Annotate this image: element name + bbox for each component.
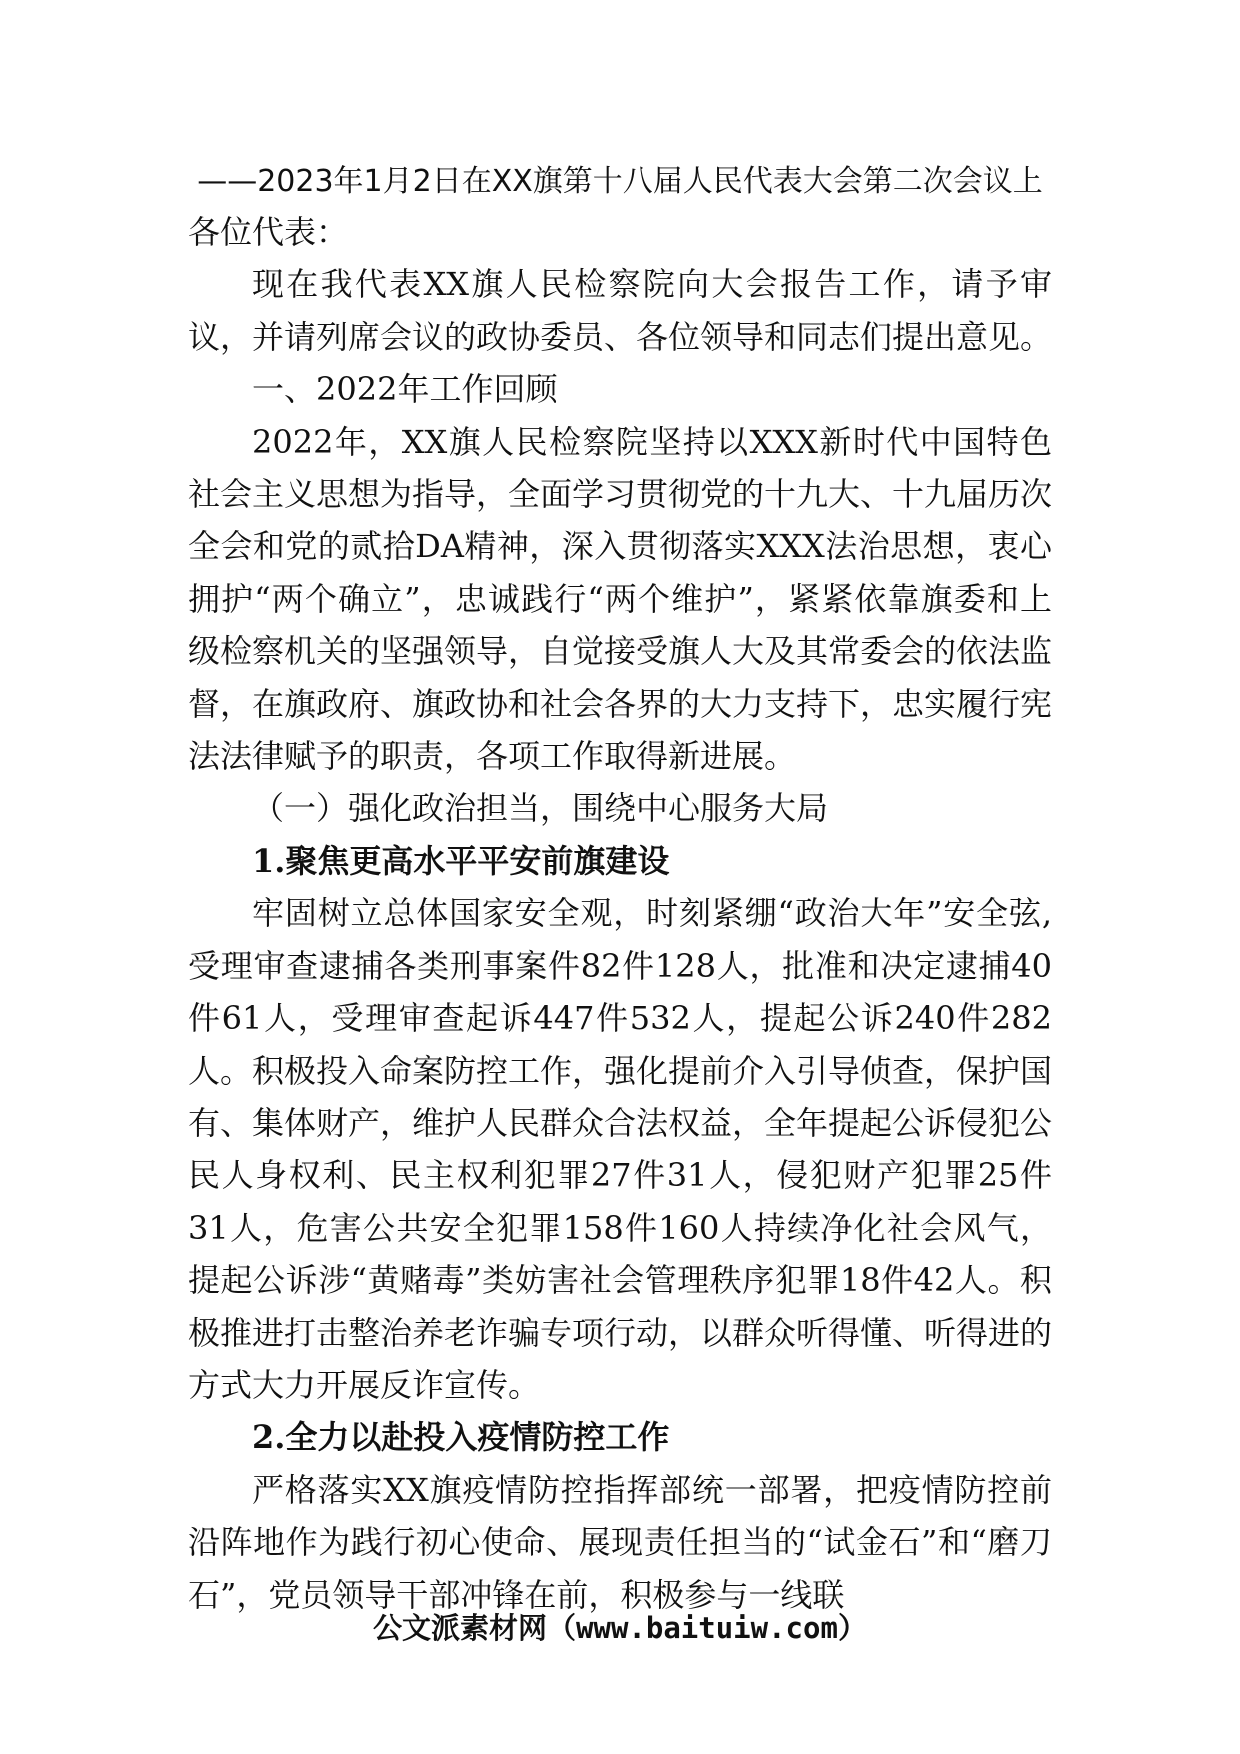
item-paragraph-1: 牢固树立总体国家安全观，时刻紧绷“政治大年”安全弦,受理审查逮捕各类刑事案件82件128人，批准和决定逮捕40件61人，受理审查起诉447件532人，提起公诉240件282人。积极投入命案防控工作，强化提前介入引导侦查，保护国有、集体财产，维护人民群众合法权益，全年提起公诉侵犯公民人身权利、民主权利犯罪27件31人，侵犯财产犯罪25件31人，危害公共安全犯罪158件160人持续净化社会风气，提起公诉涉“黄赌毒”类妨害社会管理秩序犯罪18件42人。积极推进打击整治养老诈骗专项行动，以群众听得懂、听得进的方式大力开展反诈宣传。 — [188, 894, 1053, 1404]
subsection-heading: （一）强化政治担当，围绕中心服务大局 — [252, 789, 829, 828]
section-heading: 一、2022年工作回顾 — [252, 370, 558, 409]
document-body — [188, 160, 1052, 1621]
salutation: 各位代表： — [188, 213, 349, 251]
item-heading-1: 1.聚焦更高水平平安前旗建设 — [252, 841, 670, 880]
footer-watermark: 公文派素材网（www.baituiw.com） — [373, 1611, 867, 1645]
item-heading-2: 2.全力以赴投入疫情防控工作 — [252, 1418, 670, 1457]
item-paragraph-2: 严格落实XX旗疫情防控指挥部统一部署，把疫情防控前沿阵地作为践行初心使命、展现责任担当的“试金石”和“磨刀石”，党员领导干部冲锋在前，积极参与一线联 — [188, 1470, 1052, 1614]
document-subtitle: ——2023年1月2日在XX旗第十八届人民代表大会第二次会议上 — [197, 164, 1043, 199]
section-paragraph: 2022年，XX旗人民检察院坚持以XXX新时代中国特色社会主义思想为指导，全面学习贯彻党的十九大、十九届历次全会和党的贰拾DA精神，深入贯彻落实XXX法治思想，衷心拥护“两个确立”，忠诚践行“两个维护”，紧紧依靠旗委和上级检察机关的坚强领导，自觉接受旗人大及其常委会的依法监督，在旗政府、旗政协和社会各界的大力支持下，忠实履行宪法法律赋予的职责，各项工作取得新进展。 — [188, 422, 1053, 776]
intro-paragraph: 现在我代表XX旗人民检察院向大会报告工作，请予审议，并请列席会议的政协委员、各位领导和同志们提出意见。 — [188, 265, 1053, 356]
